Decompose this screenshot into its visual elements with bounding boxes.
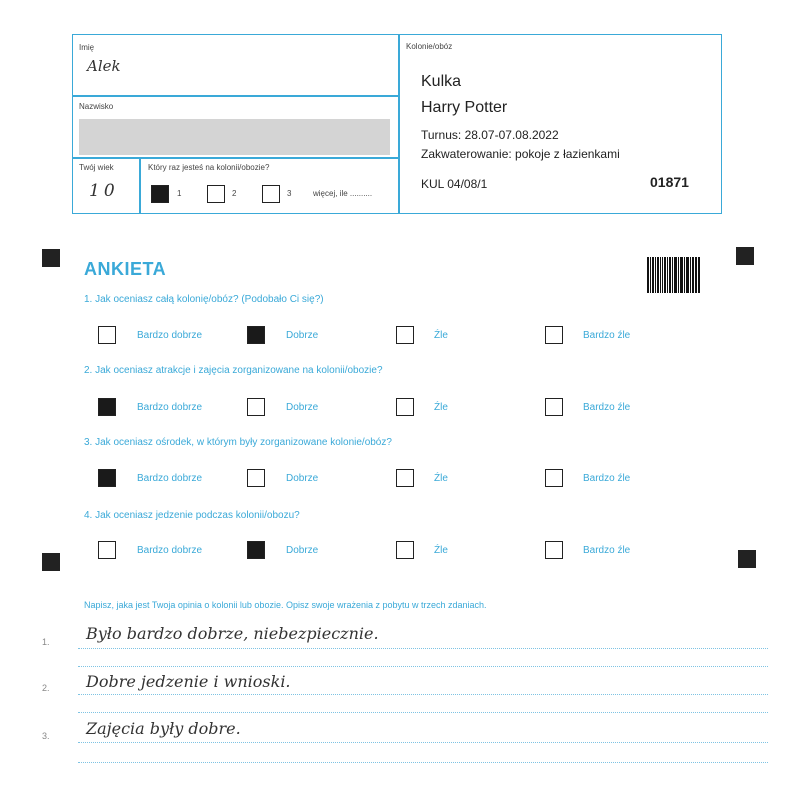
q1-checkbox-bardzo-dobrze[interactable] xyxy=(98,326,116,344)
q1-option-label: Bardzo dobrze xyxy=(137,330,203,341)
q2-option-label: Dobrze xyxy=(286,402,319,413)
q1-checkbox-zle[interactable] xyxy=(396,326,414,344)
question-4: 4. Jak oceniasz jedzenie podczas kolonii/obozu? xyxy=(84,510,300,521)
answer-line xyxy=(78,666,768,667)
registration-marker xyxy=(736,247,754,265)
q3-checkbox-bardzo-dobrze[interactable] xyxy=(98,469,116,487)
wiecej-label: więcej, ile .......... xyxy=(313,189,373,198)
times-label-3: 3 xyxy=(287,189,292,198)
barcode-icon xyxy=(647,257,700,293)
q1-option-label: Bardzo źle xyxy=(583,330,631,341)
answer-line xyxy=(78,762,768,763)
q3-option-label: Źle xyxy=(434,473,448,484)
turnus: Turnus: 28.07-07.08.2022 xyxy=(421,128,559,142)
answer-number: 1. xyxy=(42,637,50,647)
zakwaterowanie: Zakwaterowanie: pokoje z łazienkami xyxy=(421,147,620,161)
answer-line xyxy=(78,648,768,649)
twoj-wiek-label: Twój wiek xyxy=(79,163,114,172)
times-label-2: 2 xyxy=(232,189,237,198)
q1-option-label: Dobrze xyxy=(286,330,319,341)
q3-option-label: Bardzo dobrze xyxy=(137,473,203,484)
q2-option-label: Źle xyxy=(434,402,448,413)
q3-checkbox-zle[interactable] xyxy=(396,469,414,487)
q4-checkbox-bardzo-dobrze[interactable] xyxy=(98,541,116,559)
header-line xyxy=(73,157,398,159)
q1-checkbox-bardzo-zle[interactable] xyxy=(545,326,563,344)
q4-option-label: Bardzo źle xyxy=(583,545,631,556)
q1-option-label: Źle xyxy=(434,330,448,341)
registration-marker xyxy=(42,553,60,571)
q2-checkbox-bardzo-zle[interactable] xyxy=(545,398,563,416)
answer-3-text[interactable]: Zajęcia były dobre. xyxy=(86,719,241,738)
redacted-surname xyxy=(79,119,390,155)
question-2: 2. Jak oceniasz atrakcje i zajęcia zorganizowane na kolonii/obozie? xyxy=(84,365,383,376)
opinion-prompt: Napisz, jaka jest Twoja opinia o kolonii lub obozie. Opisz swoje wrażenia z pobytu w trzech zdaniach. xyxy=(84,600,487,610)
header-line xyxy=(139,157,141,213)
answer-line xyxy=(78,742,768,743)
kul-code: KUL 04/08/1 xyxy=(421,177,488,191)
q4-option-label: Bardzo dobrze xyxy=(137,545,203,556)
q4-option-label: Źle xyxy=(434,545,448,556)
answer-number: 3. xyxy=(42,731,50,741)
kolonie-label: Kolonie/obóz xyxy=(406,42,453,51)
answer-1-text[interactable]: Było bardzo dobrze, niebezpiecznie. xyxy=(86,624,379,643)
q4-checkbox-dobrze[interactable] xyxy=(247,541,265,559)
question-3: 3. Jak oceniasz ośrodek, w którym były zorganizowane kolonie/obóz? xyxy=(84,437,392,448)
answer-2-text[interactable]: Dobre jedzenie i wnioski. xyxy=(86,672,291,691)
q4-checkbox-bardzo-zle[interactable] xyxy=(545,541,563,559)
times-label-1: 1 xyxy=(177,189,182,198)
q2-checkbox-zle[interactable] xyxy=(396,398,414,416)
answer-line xyxy=(78,694,768,695)
times-checkbox-1[interactable] xyxy=(151,185,169,203)
registration-marker xyxy=(42,249,60,267)
nazwisko-label: Nazwisko xyxy=(79,102,114,111)
ktory-raz-label: Który raz jesteś na kolonii/obozie? xyxy=(148,163,270,172)
q1-checkbox-dobrze[interactable] xyxy=(247,326,265,344)
q3-checkbox-bardzo-zle[interactable] xyxy=(545,469,563,487)
imie-value[interactable]: Alek xyxy=(87,57,121,75)
q4-checkbox-zle[interactable] xyxy=(396,541,414,559)
imie-label: Imię xyxy=(79,43,95,52)
answer-line xyxy=(78,712,768,713)
survey-title: ANKIETA xyxy=(84,259,167,279)
q3-option-label: Bardzo źle xyxy=(583,473,631,484)
header-divider xyxy=(398,35,400,213)
q3-checkbox-dobrze[interactable] xyxy=(247,469,265,487)
q4-option-label: Dobrze xyxy=(286,545,319,556)
q2-checkbox-dobrze[interactable] xyxy=(247,398,265,416)
registration-marker xyxy=(738,550,756,568)
camp-theme: Harry Potter xyxy=(421,99,508,116)
header-box xyxy=(72,34,722,214)
times-checkbox-2[interactable] xyxy=(207,185,225,203)
q2-checkbox-bardzo-dobrze[interactable] xyxy=(98,398,116,416)
question-1: 1. Jak oceniasz całą kolonię/obóz? (Podobało Ci się?) xyxy=(84,294,324,305)
camp-name: Kulka xyxy=(421,73,462,90)
q2-option-label: Bardzo dobrze xyxy=(137,402,203,413)
q2-option-label: Bardzo źle xyxy=(583,402,631,413)
answer-number: 2. xyxy=(42,683,50,693)
q3-option-label: Dobrze xyxy=(286,473,319,484)
header-line xyxy=(73,95,398,97)
times-checkbox-3[interactable] xyxy=(262,185,280,203)
age-value[interactable]: 10 xyxy=(89,181,119,201)
form-number: 01871 xyxy=(650,174,689,190)
